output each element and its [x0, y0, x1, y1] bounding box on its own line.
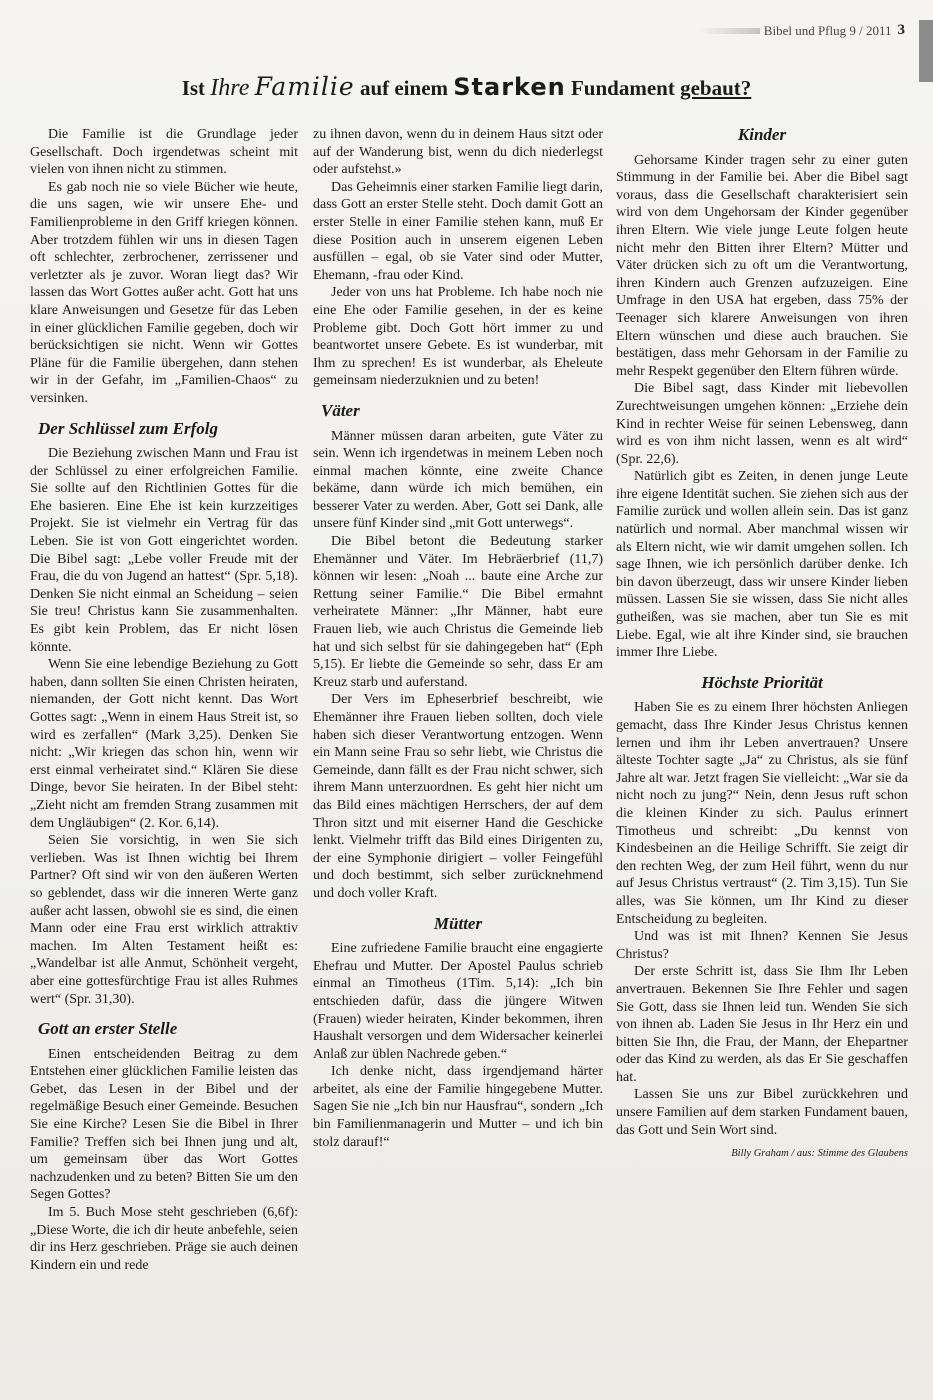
article-credit: Billy Graham / aus: Stimme des Glaubens [731, 1148, 908, 1160]
page-header [764, 22, 905, 39]
title-word-5: Starken [453, 73, 566, 101]
title-word-4: auf einem [359, 76, 449, 100]
section-heading: Höchste Priorität [701, 672, 823, 692]
paragraph: Wenn Sie eine lebendige Beziehung zu Gott haben, dann sollten Sie einen Christen heiraten, niemanden, der Gott nicht kennt. Das Wort Gottes sagt: „Wenn in einem Haus Streit ist, so wird es zerfallen“ (Mark 3,25). Denken Sie nicht: „Wir kriegen das schon hin, wenn wir erst einmal verheiratet sind.“ Klären Sie diese Dinge, bevor Sie heiraten. In der Bibel steht: „Zieht nicht am fremden Strang zusammen mit dem Ungläubigen“ (2. Kor. 6,14). [30, 657, 298, 831]
paragraph: Die Familie ist die Grundlage jeder Gesellschaft. Doch irgendetwas scheint mit vielen von ihnen nicht zu stimmen. [30, 127, 298, 178]
paragraph: Im 5. Buch Mose steht geschrieben (6,6f): „Diese Worte, die ich dir heute anbefehle, seien dir ins Herz geschrieben. Präge sie auch deinen Kindern ein und rede [30, 1205, 298, 1273]
paragraph: Einen entscheidenden Beitrag zu dem Entstehen einer glücklichen Familie leisten das Gebet, das Lesen in der Bibel und der regelmäßige Besuch einer Gemeinde. Besuchen Sie eine Kirche? Lesen Sie die Bibel in Ihrer Familie? Treffen sich bei Ihnen jung und alt, um gemeinsam über das Wort Gottes nachzudenken und zu beten? Bitten Sie um den Segen Gottes? [30, 1046, 298, 1203]
paragraph: Lassen Sie uns zur Bibel zurückkehren und unsere Familien auf dem starken Fundament bauen, das Gott und Sein Wort sind. [616, 1087, 908, 1138]
paragraph: Gehorsame Kinder tragen sehr zu einer guten Stimmung in der Familie bei. Aber die Bibel sagt voraus, dass die Gesellschaft charakterisiert sein wird von dem Ungehorsam der Kinder gegenüber ihren Eltern. Wie viele junge Leute folgen heute nicht mehr den Bitten ihrer Eltern? Mütter und Väter drücken sich zu oft um die Verantwortung, ihren Kindern auch Grenzen aufzuzeigen. Eine Umfrage in den USA hat ergeben, dass 75% der Teenager sich klarere Anweisungen von ihren Eltern wünschen und diese auch brauchen. Sie bestätigen, dass mehr Gehorsam in der Familie zu mehr Respekt gegenüber den Eltern führen würde. [616, 152, 908, 379]
section-heading: Gott an erster Stelle [38, 1019, 178, 1039]
title-word-7: gebaut? [680, 76, 752, 100]
paragraph: Und was ist mit Ihnen? Kennen Sie Jesus Christus? [616, 929, 908, 962]
paragraph: Die Bibel betont die Bedeutung starker Ehemänner und Väter. Im Hebräerbrief (11,7) können wir lesen: „Noah ... baute eine Arche zur Rettung seiner Familie.“ Die Bibel ermahnt verheiratete Männer: „Ihr Männer, habt eure Frauen lieb, wie auch Christus die Gemeinde lieb hat und sich selbst für sie dahingegeben hat“ (Eph 5,15). Er liebte die Gemeinde so sehr, dass Er am Kreuz starb und auferstand. [313, 534, 603, 690]
header-decoration [700, 28, 760, 34]
section-heading: Der Schlüssel zum Erfolg [38, 418, 218, 438]
column-1 [30, 126, 298, 1274]
page-number: 3 [897, 22, 905, 38]
paragraph: Seien Sie vorsichtig, in wen Sie sich verlieben. Was ist Ihnen wichtig bei Ihrem Partner? Oft sind wir von den äußeren Werten so geblendet, dass wir die inneren Werte ganz außer acht lassen, obwohl sie es sind, die einen Mann oder eine Frau erst wirklich attraktiv machen. Im Alten Testament heißt es: „Wandelbar ist alle Anmut, Schönheit vergeht, aber eine gottesfürchtige Frau ist alles Ruhmes wert“ (Spr. 31,30). [30, 833, 298, 1007]
article-title [0, 72, 933, 102]
title-word-1: Ist [181, 76, 206, 100]
section-heading: Väter [321, 400, 360, 420]
paragraph: Haben Sie es zu einem Ihrer höchsten Anliegen gemacht, dass Ihre Kinder Jesus Christus kennen lernen und ihm ihr Leben anvertrauen? Unsere älteste Tochter sagte „Ja“ zu Christus, als sie fünf Jahre alt war. Jetzt fragen Sie vielleicht: „War sie da nicht noch zu jung?“ Nein, denn Jesus ruft schon die kleinen Kinder zu sich. Paulus erinnert Timotheus und schreibt: „Du kennst von Kindesbeinen an die Heilige Schrifft. Sie zeigt dir den rechten Weg, der zum Heil führt, wenn du nur auf Jesus Christus vertraust“ (2. Tim 3,15). Tun Sie alles, was Sie können, um Ihr Kind zu dieser Entscheidung zu begleiten. [616, 700, 908, 927]
paragraph: Eine zufriedene Familie braucht eine engagierte Ehefrau und Mutter. Der Apostel Paulus schrieb einmal an Timotheus (1Tim. 5,14): „Ich bin entschieden dafür, dass die jüngere Witwen (Frauen) wieder heiraten, Kinder bekommen, ihren Haushalt versorgen und dem Widersacher keinerlei Anlaß zur üblen Nachrede geben.“ [313, 941, 603, 1062]
paragraph: Jeder von uns hat Probleme. Ich habe noch nie eine Ehe oder Familie gesehen, in der es keine Probleme gibt. Doch Gott hört immer zu und beantwortet unsere Gebete. Es ist wunderbar, mit Ihm zu sprechen! Es ist wunderbar, als Eheleute gemeinsam niederzuknien und zu beten! [313, 285, 603, 389]
paragraph: Das Geheimnis einer starken Familie liegt darin, dass Gott an erster Stelle steht. Doch damit Gott an erster Stelle in einer Familie stehen kann, muß Er diese Position auch in unserem eigenen Leben ausfüllen – egal, ob sie Vater sind oder Mutter, Ehemann, -frau oder Kind. [313, 179, 603, 283]
column-2 [313, 126, 603, 1151]
paragraph: Ich denke nicht, dass irgendjemand härter arbeitet, als eine der Familie hingegebene Mutter. Sagen Sie nie „Ich bin nur Hausfrau“, sondern „Ich bin Familienmanagerin und Mutter – und ich bin stolz darauf!“ [313, 1064, 603, 1150]
title-word-2: Ihre [210, 75, 250, 101]
paragraph: Der erste Schritt ist, dass Sie Ihm Ihr Leben anvertrauen. Bekennen Sie Ihre Fehler und sagen Sie Gott, dass sie Ihnen leid tun. Wenden Sie sich von ihnen ab. Laden Sie Jesus in Ihr Herz ein und bitten Sie Ihn, die Frau, der Mann, der Ehepartner oder das Kind zu werden, als das Er Sie geschaffen hat. [616, 964, 908, 1085]
paragraph: Natürlich gibt es Zeiten, in denen junge Leute ihre eigene Identität suchen. Sie ziehen sich aus der Familie zurück und wollen allein sein. Das ist ganz natürlich und normal. Aber manchmal wissen wir als Eltern nicht, wie wir damit umgehen sollen. Ich sage Ihnen, wie ich persönlich darüber denke. Ich bin davon überzeugt, dass wir unsere Kinder lieben müssen. Lassen Sie sie wissen, dass Sie nicht alles gutheißen, was sie machen, aber tun Sie es mit Liebe. Egal, wie alt ihre Kinder sind, sie brauchen immer Ihre Liebe. [616, 469, 908, 661]
paragraph: Es gab noch nie so viele Bücher wie heute, die uns sagen, wie wir unsere Ehe- und Familienprobleme in den Griff kriegen können. Aber trotzdem fühlen wir uns in diesen Tagen oft schlechter, zerbrochener, zerrissener und verletzter als je zuvor. Woran liegt das? Wir lassen das Wort Gottes außer acht. Gott hat uns klare Anweisungen und Gesetze für das Leben in einer glücklichen Familie gegeben, doch wir berücksichtigen sie nicht. Wenn wir Gottes Pläne für die Familie übergehen, dann stehen wir in der Gefahr, im „Familien-Chaos“ zu versinken. [30, 179, 298, 406]
section-heading: Mütter [433, 913, 483, 933]
magazine-issue: Bibel und Pflug 9 / 2011 [763, 22, 892, 38]
column-3 [616, 126, 908, 1163]
paragraph: Der Vers im Epheserbrief beschreibt, wie Ehemänner ihre Frauen lieben sollten, doch viele haben sich dieser Verantwortung entzogen. Wenn ein Mann seine Frau so sehr liebt, wie Christus die Gemeinde, dann fällt es der Frau nicht schwer, sich ihrem Mann unterzuordnen. Es geht hier nicht um das Bild eines mächtigen Herrschers, der auf dem Thron sitzt und mit eiserner Hand die Geschicke lenkt. Vielmehr trifft das Bild eines Dirigenten zu, der eine Symphonie dirigiert – voller Feingefühl und doch bestimmt, sich selber zurücknehmend und doch voller Kraft. [313, 692, 603, 901]
paragraph: Die Bibel sagt, dass Kinder mit liebevollen Zurechtweisungen umgehen können: „Erziehe dein Kind in rechter Weise für seinen Lebensweg, dann wird es von ihm nicht lassen, wenn es alt wird“ (Spr. 22,6). [616, 381, 908, 467]
title-word-6: Fundament [570, 76, 675, 100]
paragraph: zu ihnen davon, wenn du in deinem Haus sitzt oder auf der Wanderung bist, wenn du dich niederlegst oder aufstehst.» [313, 127, 603, 178]
title-word-3: Familie [254, 72, 355, 101]
paragraph: Männer müssen daran arbeiten, gute Väter zu sein. Wenn ich irgendetwas in meinem Leben noch einmal machen könnte, eine zweite Chance bekäme, dann würde ich mich bemühen, ein besserer Vater zu werden. Aber, Gott sei Dank, alle unsere fünf Kinder sind „mit Gott unterwegs“. [313, 428, 603, 532]
section-heading: Kinder [737, 125, 787, 144]
paragraph: Die Beziehung zwischen Mann und Frau ist der Schlüssel zu einer erfolgreichen Familie. Sie sollte auf den Richtlinien Gottes für die Ehe basieren. Eine Ehe ist kein kurzzeitiges Projekt. Sie ist vielmehr ein Vertrag für das Leben. Sie ist von Gott eingerichtet worden. Die Bibel sagt: „Lebe voller Freude mit der Frau, die du von Jugend an hattest“ (Spr. 5,18). Denken Sie nicht einmal an Scheidung – seien Sie treu! Christus kann Sie zusammenhalten. Es gibt kein Problem, das Er nicht lösen könnte. [30, 446, 298, 655]
